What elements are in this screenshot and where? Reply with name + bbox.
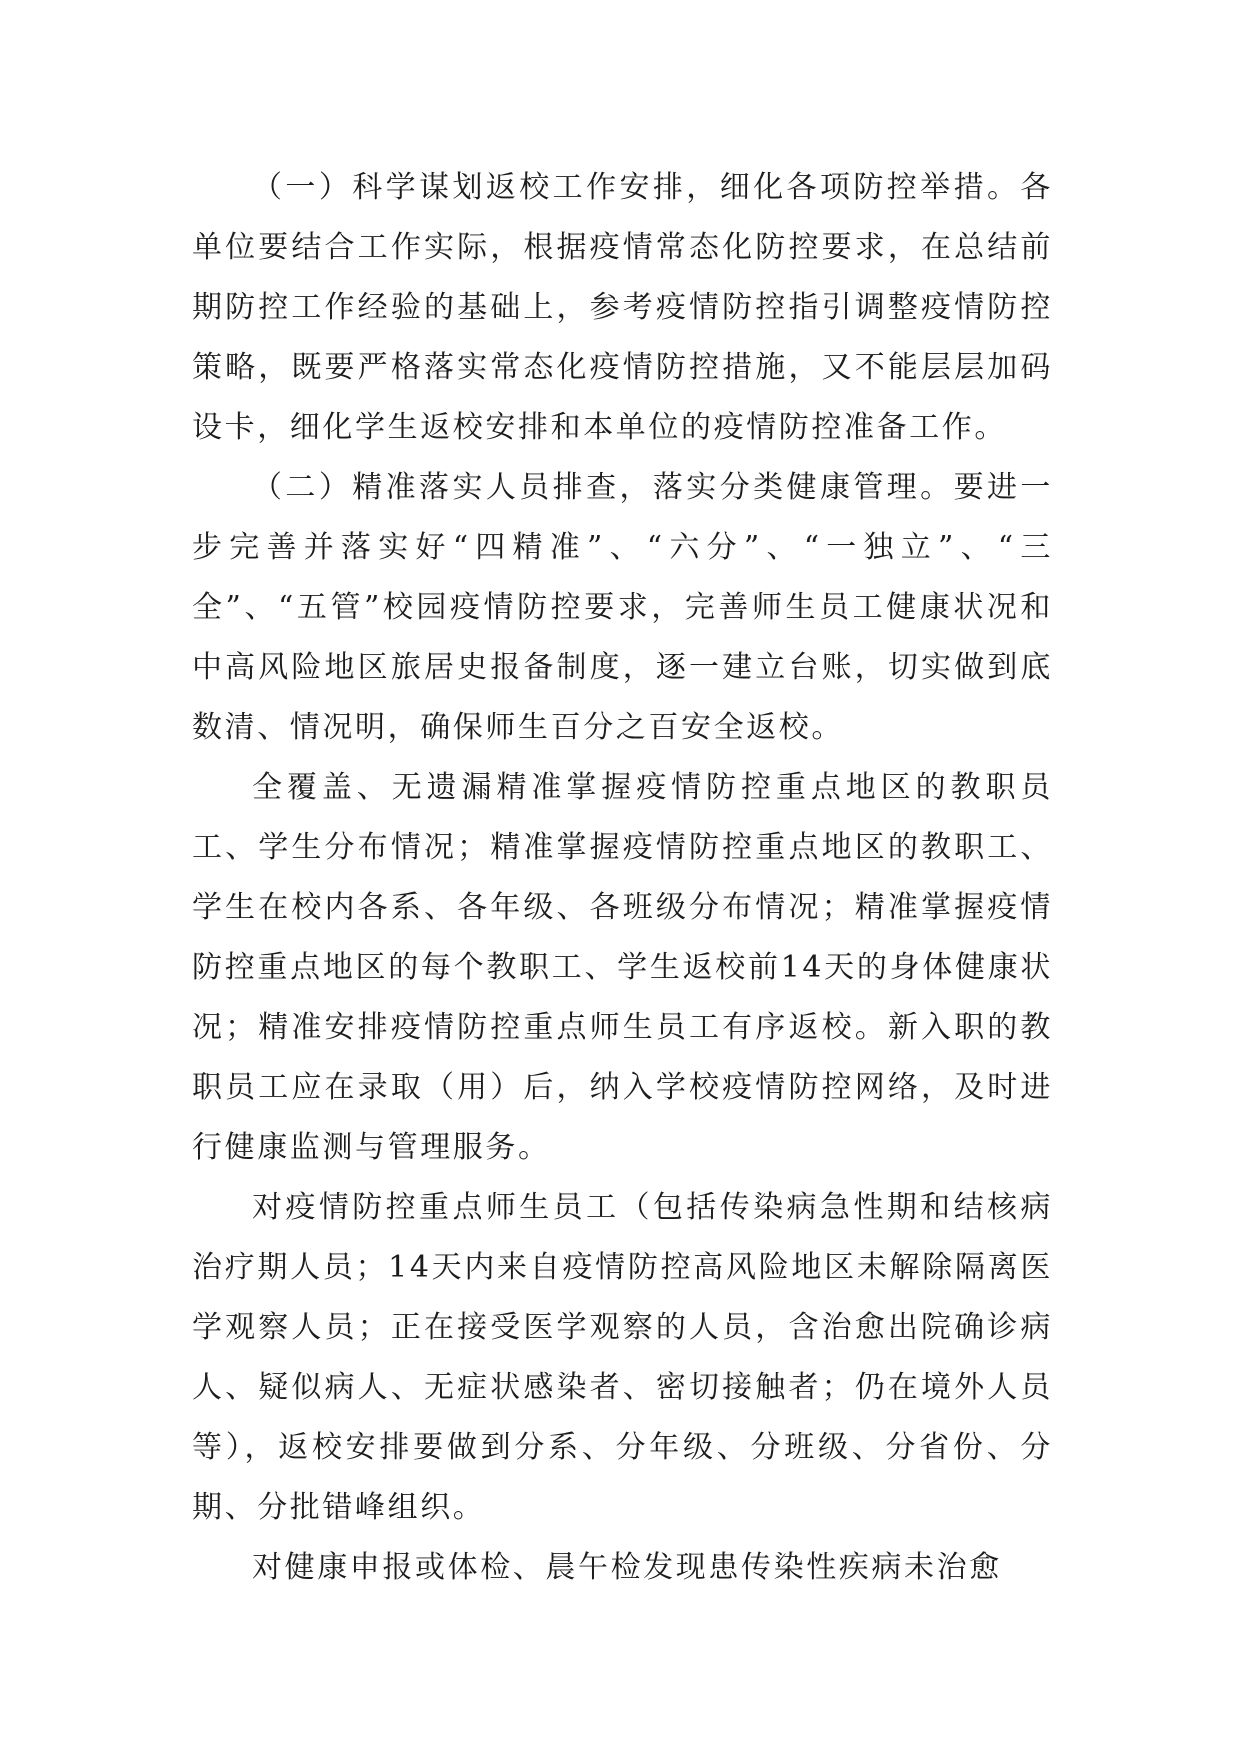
paragraph-return-arrangement: （一）科学谋划返校工作安排，细化各项防控举措。各单位要结合工作实际，根据疫情常态化防控要求，在总结前期防控工作经验的基础上，参考疫情防控指引调整疫情防控策略，既要严格落实常态化疫情防控措施，又不能层层加码设卡，细化学生返校安排和本单位的疫情防控准备工作。 <box>192 170 1053 445</box>
paragraph-key-personnel: 对疫情防控重点师生员工（包括传染病急性期和结核病治疗期人员；14天内来自疫情防控高风险地区未解除隔离医学观察人员；正在接受医学观察的人员，含治愈出院确诊病人、疑似病人、无症状感染者、密切接触者；仍在境外人员等），返校安排要做到分系、分年级、分班级、分省份、分期、分批错峰组织。 <box>192 1190 1053 1525</box>
paragraph-full-coverage: 全覆盖、无遗漏精准掌握疫情防控重点地区的教职员工、学生分布情况；精准掌握疫情防控重点地区的教职工、学生在校内各系、各年级、各班级分布情况；精准掌握疫情防控重点地区的每个教职工、学生返校前14天的身体健康状况；精准安排疫情防控重点师生员工有序返校。新入职的教职员工应在录取（用）后，纳入学校疫情防控网络，及时进行健康监测与管理服务。 <box>192 770 1053 1165</box>
document-body <box>192 158 1053 1598</box>
paragraph-health-report: 对健康申报或体检、晨午检发现患传染性疾病未治愈 <box>252 1550 1002 1585</box>
paragraph-personnel-screening: （二）精准落实人员排查，落实分类健康管理。要进一步完善并落实好“四精准”、“六分”、“一独立”、“三全”、“五管”校园疫情防控要求，完善师生员工健康状况和中高风险地区旅居史报备制度，逐一建立台账，切实做到底数清、情况明，确保师生百分之百安全返校。 <box>192 470 1053 745</box>
